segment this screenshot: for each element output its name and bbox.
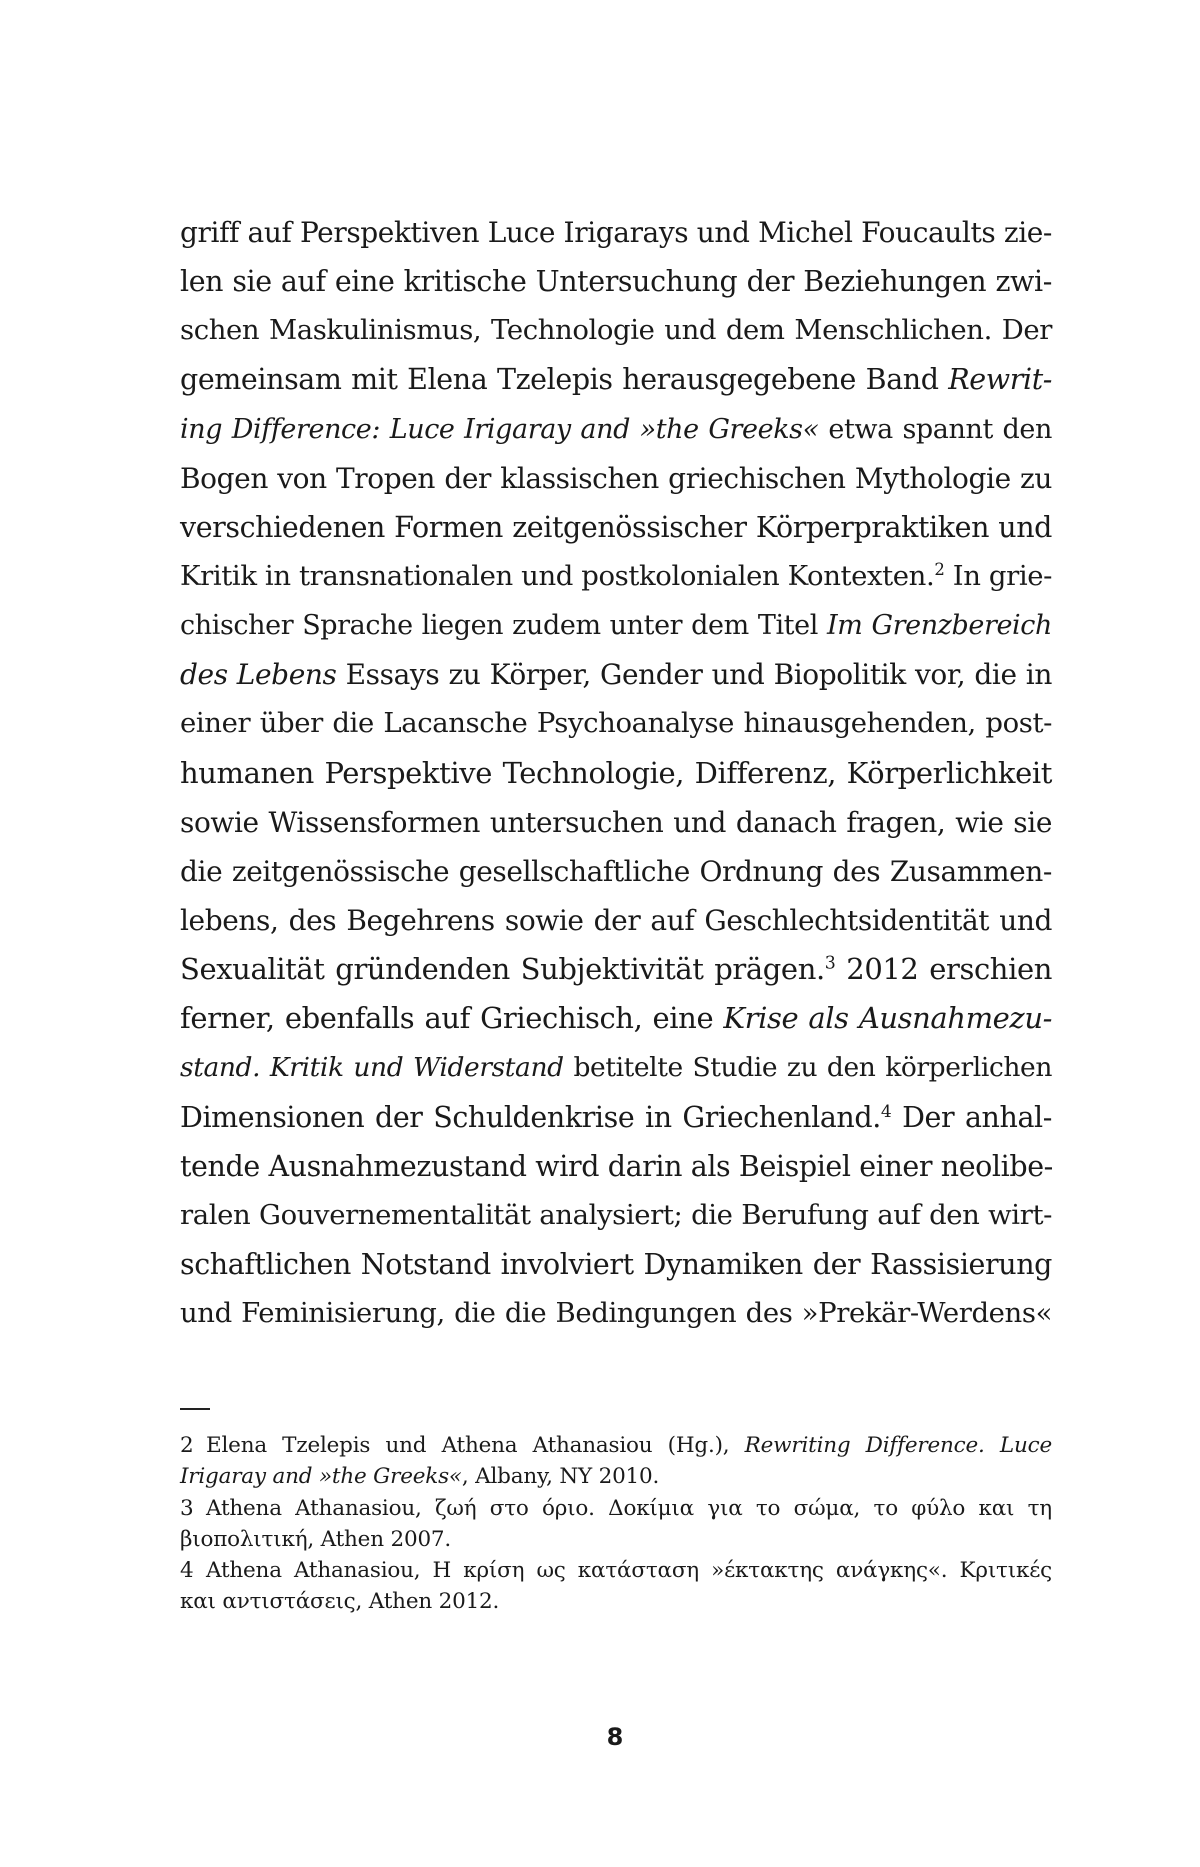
footnote-marker: 3: [824, 953, 836, 974]
footnote-line: Irigaray and »the Greeks«, Albany, NY 2010.: [180, 1464, 660, 1490]
text-line: ing Difference: Luce Irigaray and »the Greeks« etwa spannt den: [180, 413, 1053, 445]
footnote: [180, 1493, 1052, 1556]
text-line: chischer Sprache liegen zudem unter dem Titel Im Grenzbereich: [180, 610, 1052, 642]
text-line: und Feminisierung, die die Bedingungen des »Prekär-Werdens«: [180, 1297, 1052, 1330]
text-line: Dimensionen der Schuldenkrise in Griechenland.$^4$ Der anhal-: [180, 1100, 1052, 1134]
text-line: ralen Gouvernementalität analysiert; die Berufung auf den wirt-: [180, 1198, 1052, 1231]
text-line: schen Maskulinismus, Technologie und dem Menschlichen. Der: [180, 314, 1052, 347]
text-line: humanen Perspektive Technologie, Differenz, Körperlichkeit: [180, 755, 1052, 790]
book-title: Irigaray and »the Greeks«: [180, 1464, 462, 1490]
text-line: lebens, des Begehrens sowie der auf Geschlechtsidentität und: [180, 903, 1052, 937]
text-line: sowie Wissensformen untersuchen und danach fragen, wie sie: [180, 805, 1052, 839]
text-line: gemeinsam mit Elena Tzelepis herausgegebene Band Rewrit-: [180, 363, 1052, 397]
text-line: Kritik in transnationalen und postkolonialen Kontexten.$^2$ In grie-: [180, 559, 1052, 592]
footnotes: [180, 1430, 1052, 1618]
footnote-line: 2 Elena Tzelepis und Athena Athanasiou (Hg.), Rewriting Difference. Luce: [180, 1430, 1052, 1461]
text-line: tende Ausnahmezustand wird darin als Beispiel einer neolibe-: [180, 1149, 1053, 1183]
footnote-number: 3: [180, 1495, 194, 1521]
book-title: Krise als Ausnahmezu-: [723, 1001, 1052, 1036]
book-title: Im Grenzbereich: [826, 610, 1052, 642]
footnote-line: βιοπολιτική, Athen 2007.: [180, 1526, 452, 1552]
book-title: Rewrit-: [948, 363, 1052, 397]
footnote-number: 2: [180, 1433, 194, 1458]
book-title: Rewriting Difference. Luce: [744, 1433, 1052, 1458]
text-line: einer über die Lacansche Psychoanalyse hinausgehenden, post-: [180, 707, 1052, 740]
text-line: griff auf Perspektiven Luce Irigarays und Michel Foucaults zie-: [180, 216, 1052, 249]
text-line: Bogen von Tropen der klassischen griechischen Mythologie zu: [180, 461, 1052, 495]
book-title: ing Difference: Luce Irigaray and »the Greeks«: [180, 413, 819, 445]
footnote: [180, 1555, 1052, 1618]
footnote-line: και αντιστάσεις, Athen 2012.: [180, 1589, 500, 1615]
footnote-marker: 4: [880, 1101, 892, 1122]
book-title: stand. Kritik und Widerstand: [180, 1052, 564, 1084]
text-line: verschiedenen Formen zeitgenössischer Körperpraktiken und: [180, 510, 1052, 544]
text-line: Sexualität gründenden Subjektivität prägen.$^3$ 2012 erschien: [180, 952, 1052, 987]
book-title: des Lebens: [180, 658, 337, 692]
footnote: [180, 1430, 1052, 1493]
text-line: des Lebens Essays zu Körper, Gender und Biopolitik vor, die in: [180, 658, 1052, 692]
text-line: schaftlichen Notstand involviert Dynamiken der Rassisierung: [180, 1247, 1052, 1281]
text-line: stand. Kritik und Widerstand betitelte Studie zu den körperlichen: [180, 1052, 1053, 1084]
footnote-number: 4: [180, 1558, 194, 1584]
footnote-divider: [180, 1408, 210, 1410]
text-line: die zeitgenössische gesellschaftliche Ordnung des Zusammen-: [180, 854, 1052, 888]
body-paragraph: [180, 208, 1052, 1338]
footnote-line: 3 Athena Athanasiou, ζωή στο όριο. Δοκίμια για το σώμα, το φύλο και τη: [180, 1493, 1052, 1524]
footnote-marker: 2: [934, 560, 945, 580]
text-line: ferner, ebenfalls auf Griechisch, eine Krise als Ausnahmezu-: [180, 1001, 1052, 1036]
footnote-line: 4 Athena Athanasiou, Η κρίση ως κατάσταση »έκτακτης ανάγκης«. Κριτικές: [180, 1555, 1052, 1586]
page-number: 8: [606, 1723, 624, 1751]
text-line: len sie auf eine kritische Untersuchung der Beziehungen zwi-: [180, 265, 1052, 299]
